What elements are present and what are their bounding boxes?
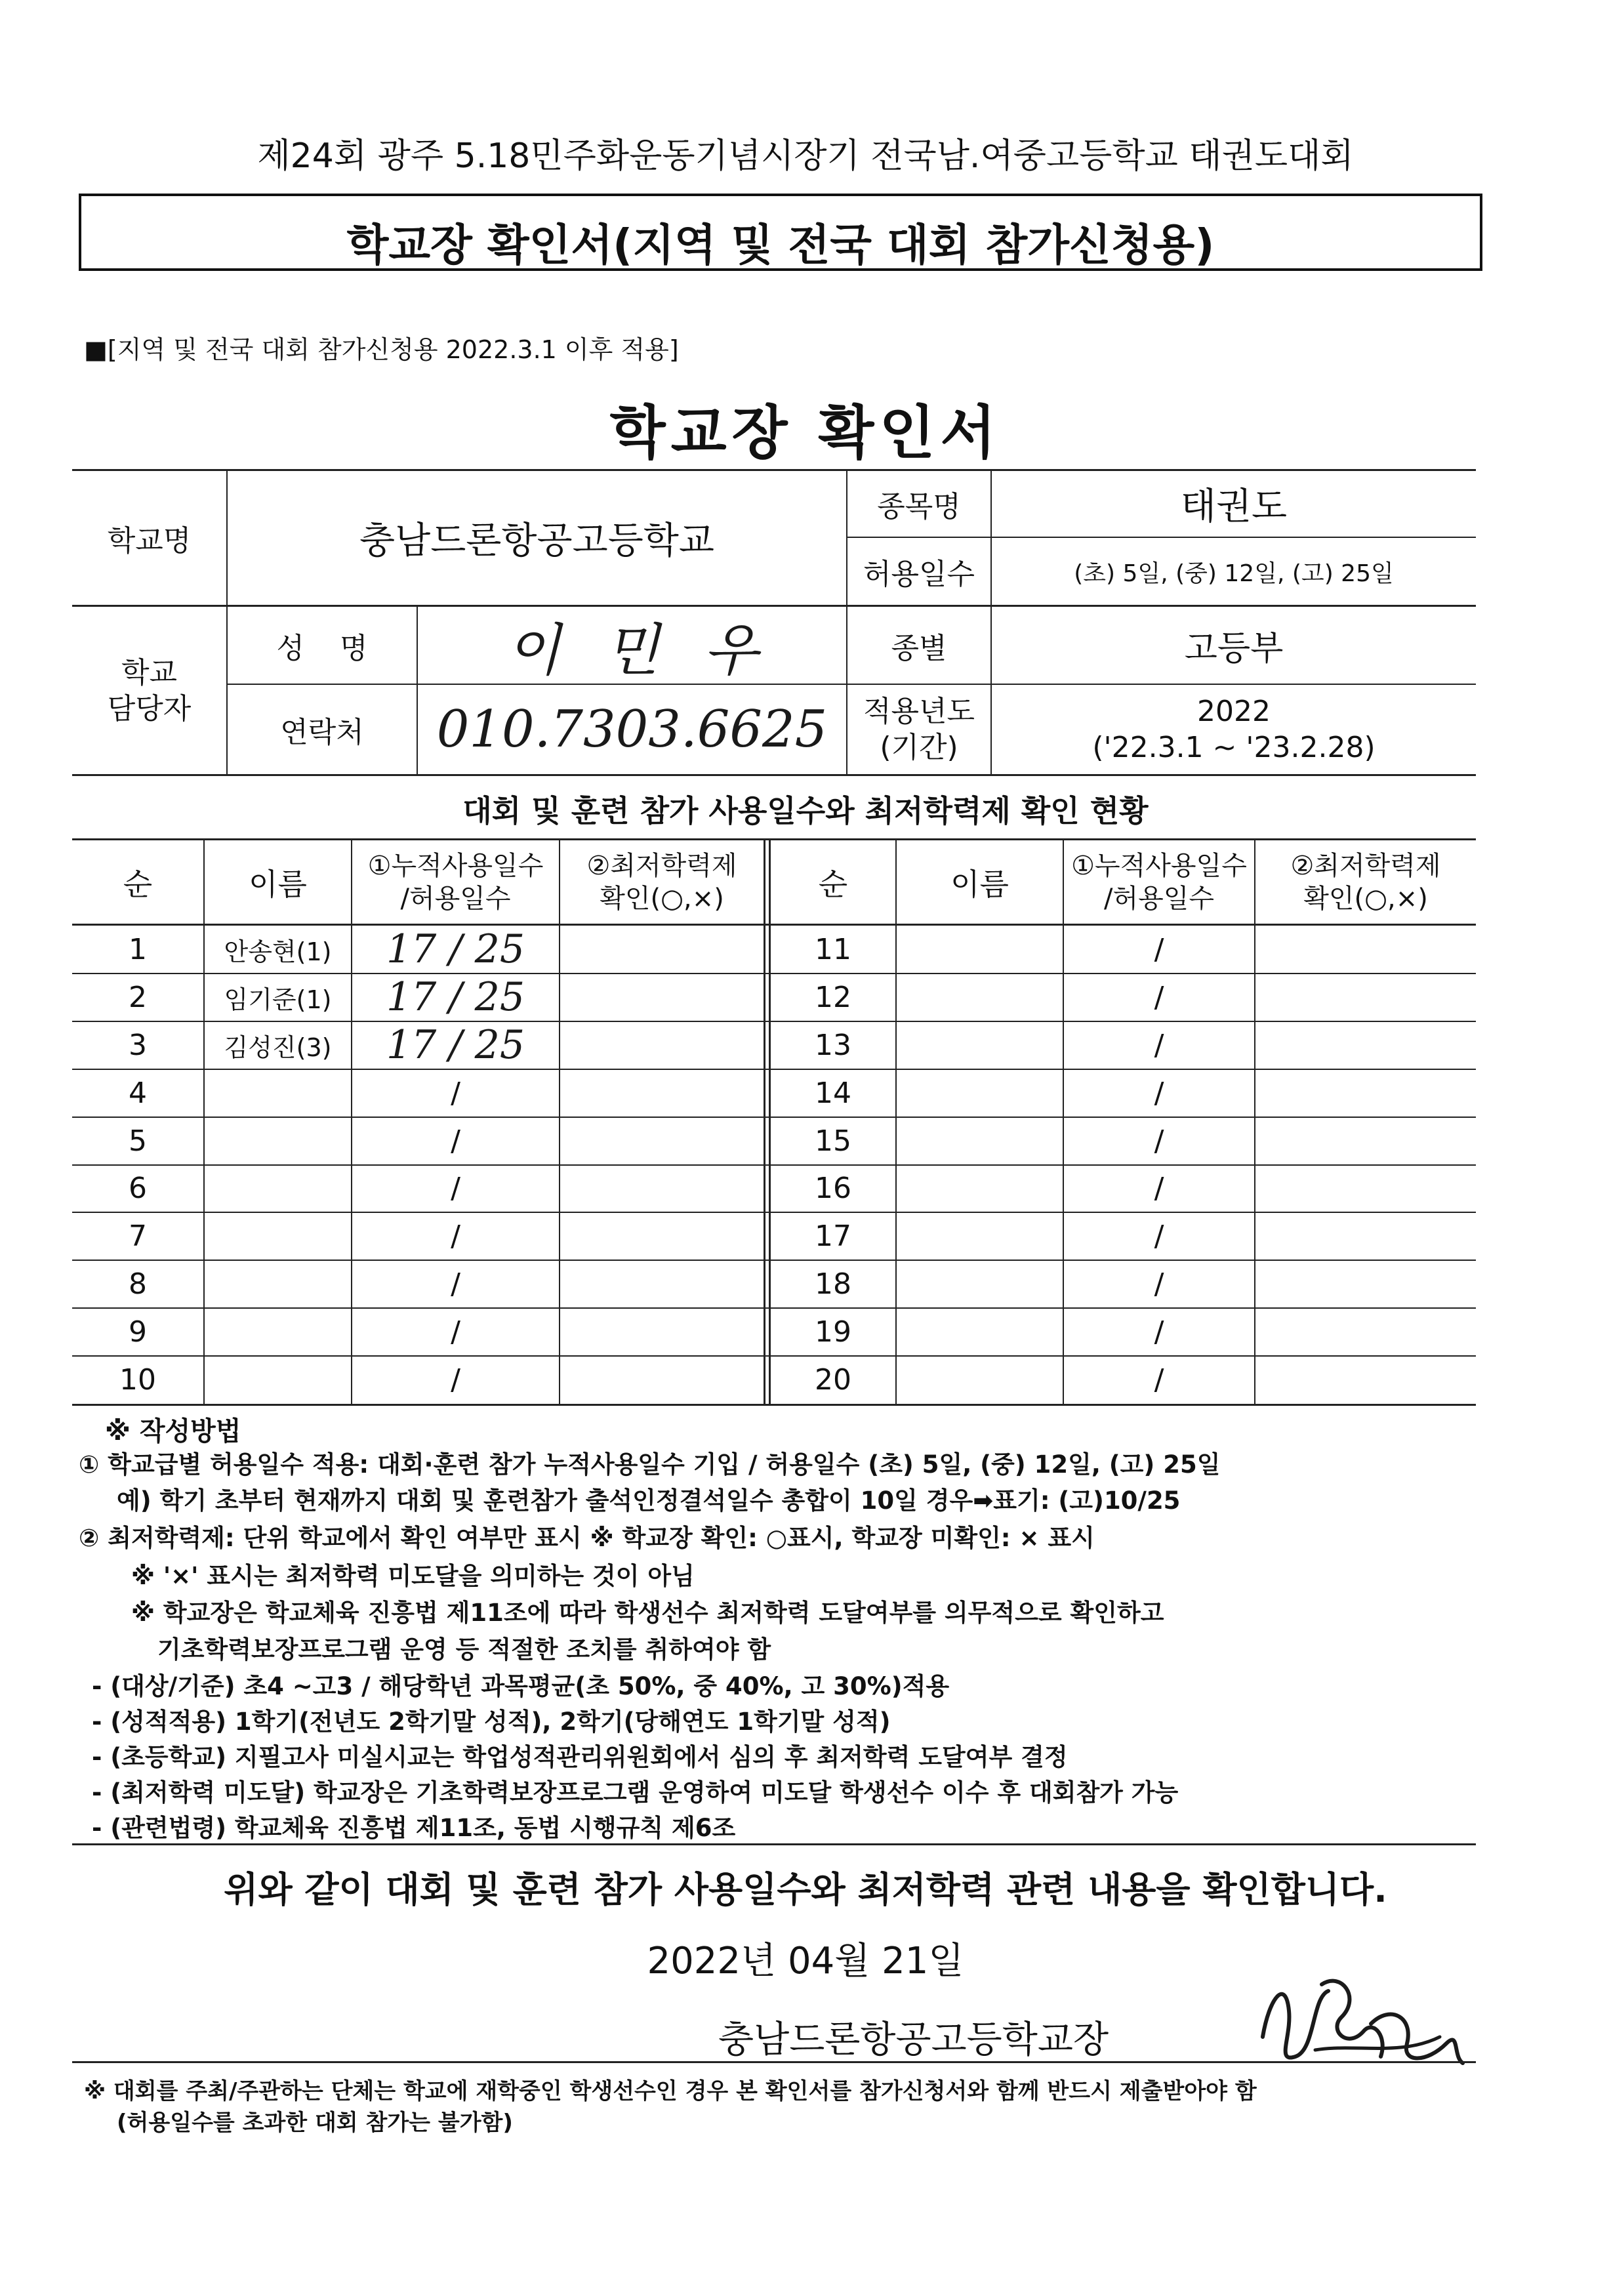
- school-label: 학교명: [107, 524, 192, 558]
- row-number: 12: [815, 980, 851, 1014]
- days-used: /: [1154, 980, 1164, 1014]
- year-label-line2: (기간): [880, 731, 958, 764]
- instructions-bottom-border: [72, 1843, 1476, 1845]
- col-header-days-left: [352, 840, 559, 924]
- manager-label: [72, 607, 226, 774]
- name-value: 이 민 우: [506, 617, 758, 684]
- box-title: 학교장 확인서(지역 및 전국 대회 참가신청용): [346, 220, 1215, 270]
- instruction-line-9: - (초등학교) 지필고사 미실시교는 학업성적관리위원회에서 심의 후 최저학력 도달여부 결정: [92, 1743, 1068, 1771]
- student-name: [205, 1260, 351, 1308]
- status-table-title: 대회 및 훈련 참가 사용일수와 최저학력제 확인 현황: [462, 793, 1149, 829]
- academic-check: [560, 1308, 764, 1356]
- days-used: /: [451, 1076, 460, 1110]
- instruction-line-4: ※ '×' 표시는 최저학력 미도달을 의미하는 것이 아님: [131, 1562, 695, 1590]
- instruction-line-6: 기초학력보장프로그램 운영 등 적절한 조치를 취하여야 함: [157, 1635, 771, 1664]
- student-name: [897, 1069, 1063, 1117]
- academic-check: [1255, 1260, 1476, 1308]
- academic-check: [1255, 1021, 1476, 1069]
- row-number: 18: [815, 1267, 851, 1302]
- footer-line-2: (허용일수를 초과한 대회 참가는 불가함): [117, 2110, 513, 2136]
- name-label: 성 명: [276, 631, 368, 665]
- info-bottom-border: [72, 774, 1476, 776]
- year-label: [847, 685, 990, 774]
- row-number: 11: [815, 932, 851, 966]
- school-value: 충남드론항공고등학교: [359, 520, 714, 562]
- academic-check: [560, 926, 764, 974]
- student-name: [897, 1117, 1063, 1165]
- student-name: [897, 1308, 1063, 1356]
- student-name: [897, 1212, 1063, 1260]
- sport-value: 태권도: [1180, 485, 1288, 528]
- col-header-check-left-line2: 확인(○,×): [600, 883, 724, 914]
- row-number: 5: [129, 1124, 147, 1158]
- year-value-line1: 2022: [1197, 695, 1271, 728]
- days-used: 17 / 25: [386, 1022, 525, 1069]
- academic-check: [560, 1021, 764, 1069]
- col-header-days-left-line2: /허용일수: [400, 883, 511, 914]
- confirmation-date: 2022년 04월 21일: [647, 1940, 964, 1982]
- manager-label-line2: 담당자: [107, 691, 192, 726]
- student-name: [897, 926, 1063, 974]
- col-header-check-left: [560, 840, 764, 924]
- academic-check: [1255, 1308, 1476, 1356]
- col-header-check-right-line1: ②최저학력제: [1290, 850, 1441, 881]
- row-number: 6: [129, 1172, 147, 1206]
- year-value: [992, 685, 1476, 774]
- student-name: 안송현(1): [224, 937, 332, 966]
- instructions-heading: ※ 작성방법: [105, 1416, 241, 1446]
- col-header-check-right-line2: 확인(○,×): [1303, 883, 1428, 914]
- academic-check: [560, 1069, 764, 1117]
- col-header-check-left-line1: ②최저학력제: [586, 850, 737, 881]
- row-number: 2: [129, 980, 147, 1014]
- row-number: 17: [815, 1220, 851, 1254]
- days-used: /: [1154, 1124, 1164, 1158]
- academic-check: [1255, 1117, 1476, 1165]
- days-used: /: [1154, 932, 1164, 966]
- year-label-line1: 적용년도: [863, 695, 975, 728]
- student-name: [897, 1260, 1063, 1308]
- days-used: 17 / 25: [386, 926, 525, 973]
- col-header-check-right: [1255, 840, 1476, 924]
- division-label: 종별: [891, 631, 947, 665]
- student-name: [205, 1356, 351, 1404]
- row-number: 3: [129, 1028, 147, 1062]
- footer-line-1: ※ 대회를 주최/주관하는 단체는 학교에 재학중인 학생선수인 경우 본 확인서를 참가신청서와 함께 반드시 제출받아야 함: [84, 2078, 1257, 2104]
- student-name: [205, 1308, 351, 1356]
- days-used: 17 / 25: [386, 974, 525, 1021]
- allowed-days-label: 허용일수: [863, 558, 975, 591]
- instruction-line-7: - (대상/기준) 초4 ~고3 / 해당학년 과목평균(초 50%, 중 40%, 고 30%)적용: [92, 1672, 950, 1700]
- manager-label-line1: 학교: [121, 655, 177, 689]
- academic-check: [1255, 1165, 1476, 1213]
- student-name: [897, 1165, 1063, 1213]
- col-header-days-right-line2: /허용일수: [1103, 883, 1215, 914]
- days-used: /: [451, 1267, 460, 1302]
- student-name: [205, 1117, 351, 1165]
- division-value: 고등부: [1184, 629, 1284, 668]
- academic-check: [1255, 974, 1476, 1021]
- academic-check: [560, 1260, 764, 1308]
- student-name: [205, 1069, 351, 1117]
- days-used: /: [1154, 1220, 1164, 1254]
- instruction-line-2: 예) 학기 초부터 현재까지 대회 및 훈련참가 출석인정결석일수 총합이 10일 경우➡표기: (고)10/25: [117, 1486, 1181, 1515]
- academic-check: [1255, 1212, 1476, 1260]
- academic-check: [560, 974, 764, 1021]
- principal-signature: [1250, 1958, 1466, 2089]
- row-number: 20: [815, 1363, 851, 1397]
- academic-check: [560, 1165, 764, 1213]
- allowed-days-value: (초) 5일, (중) 12일, (고) 25일: [1074, 560, 1394, 587]
- student-name: [897, 974, 1063, 1021]
- row-number: 9: [129, 1315, 147, 1349]
- col-header-no-left: 순: [123, 866, 153, 902]
- instruction-line-1: ① 학교급별 허용일수 적용: 대회·훈련 참가 누적사용일수 기입 / 허용일수 (초) 5일, (중) 12일, (고) 25일: [79, 1450, 1221, 1479]
- days-used: /: [451, 1124, 460, 1158]
- confirmation-statement: 위와 같이 대회 및 훈련 참가 사용일수와 최저학력 관련 내용을 확인합니다.: [224, 1869, 1387, 1910]
- days-used: /: [451, 1172, 460, 1206]
- row-number: 7: [129, 1220, 147, 1254]
- row-number: 15: [815, 1124, 851, 1158]
- row-number: 14: [815, 1076, 851, 1110]
- instruction-line-10: - (최저학력 미도달) 학교장은 기초학력보장프로그램 운영하여 미도달 학생선수 이수 후 대회참가 가능: [92, 1778, 1179, 1807]
- contact-value: 010.7303.6625: [436, 700, 828, 759]
- instruction-line-8: - (성적적용) 1학기(전년도 2학기말 성적), 2학기(당해연도 1학기말 성적): [92, 1708, 891, 1736]
- days-used: /: [1154, 1028, 1164, 1062]
- academic-check: [1255, 1069, 1476, 1117]
- footer-top-border: [72, 2061, 1476, 2063]
- sport-label: 종목명: [877, 490, 961, 523]
- academic-check: [560, 1117, 764, 1165]
- status-bottom-border: [72, 1404, 1476, 1406]
- days-used: /: [451, 1315, 460, 1349]
- col-header-days-right-line1: ①누적사용일수: [1071, 850, 1247, 881]
- event-title: 제24회 광주 5.18민주화운동기념시장기 전국남.여중고등학교 태권도대회: [257, 136, 1354, 176]
- status-center-divider: [764, 838, 765, 1405]
- row-number: 4: [129, 1076, 147, 1110]
- student-name: 김성진(3): [224, 1033, 332, 1062]
- days-used: /: [1154, 1172, 1164, 1206]
- academic-check: [560, 1212, 764, 1260]
- instruction-line-3: ② 최저학력제: 단위 학교에서 확인 여부만 표시 ※ 학교장 확인: ○표시, 학교장 미확인: × 표시: [79, 1524, 1095, 1552]
- days-used: /: [451, 1363, 460, 1397]
- row-number: 16: [815, 1172, 851, 1206]
- col-header-name-left: 이름: [249, 866, 307, 902]
- student-name: [897, 1356, 1063, 1404]
- applicability-note: ■[지역 및 전국 대회 참가신청용 2022.3.1 이후 적용]: [84, 335, 679, 364]
- form-title: 학교장 확인서: [609, 399, 1002, 466]
- row-number: 1: [129, 932, 147, 966]
- days-used: /: [1154, 1363, 1164, 1397]
- instruction-line-11: - (관련법령) 학교체육 진흥법 제11조, 동법 시행규칙 제6조: [92, 1814, 736, 1842]
- col-header-days-left-line1: ①누적사용일수: [367, 850, 544, 881]
- row-number: 13: [815, 1028, 851, 1062]
- student-name: [897, 1021, 1063, 1069]
- col-header-name-right: 이름: [950, 866, 1009, 902]
- academic-check: [560, 1356, 764, 1404]
- row-number: 8: [129, 1267, 147, 1302]
- instruction-line-5: ※ 학교장은 학교체육 진흥법 제11조에 따라 학생선수 최저학력 도달여부를 의무적으로 확인하고: [131, 1599, 1164, 1627]
- days-used: /: [1154, 1076, 1164, 1110]
- student-name: 임기준(1): [224, 985, 332, 1014]
- year-value-line2: ('22.3.1 ~ '23.2.28): [1092, 731, 1376, 764]
- col-header-no-right: 순: [818, 866, 848, 902]
- academic-check: [1255, 926, 1476, 974]
- days-used: /: [1154, 1315, 1164, 1349]
- student-name: [205, 1165, 351, 1213]
- days-used: /: [451, 1220, 460, 1254]
- col-header-days-right: [1064, 840, 1254, 924]
- principal-name: 충남드론항공고등학교장: [718, 2019, 1109, 2061]
- contact-label: 연락처: [280, 716, 364, 749]
- days-used: /: [1154, 1267, 1164, 1302]
- student-name: [205, 1212, 351, 1260]
- academic-check: [1255, 1356, 1476, 1404]
- row-number: 10: [119, 1363, 156, 1397]
- row-number: 19: [815, 1315, 851, 1349]
